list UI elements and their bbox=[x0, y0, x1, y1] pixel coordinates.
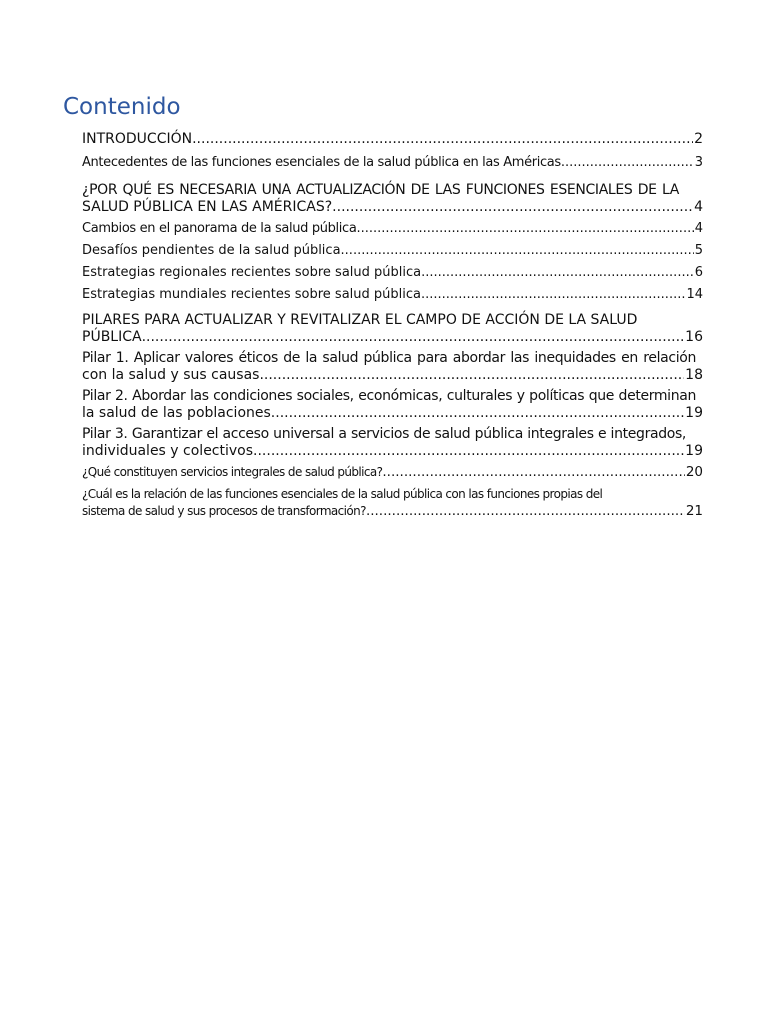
toc-page-number: 21 bbox=[685, 503, 703, 519]
toc-entry-label: Cambios en el panorama de la salud pública bbox=[82, 221, 357, 236]
toc-entry-desafios[interactable] bbox=[82, 242, 703, 259]
leader-dots bbox=[382, 464, 684, 481]
toc-page-number: 19 bbox=[685, 405, 703, 421]
toc-page-number: 16 bbox=[685, 329, 703, 345]
toc-page-number: 14 bbox=[686, 287, 703, 302]
toc-page-number: 18 bbox=[685, 367, 703, 383]
toc-entry-label-line2: la salud de las poblaciones bbox=[82, 405, 271, 421]
toc-title: Contenido bbox=[63, 94, 181, 120]
toc-page-number: 19 bbox=[685, 443, 703, 459]
toc-entry-label: Estrategias mundiales recientes sobre salud pública bbox=[82, 287, 421, 302]
leader-dots bbox=[366, 503, 685, 520]
toc-entry-label-line2: con la salud y sus causas bbox=[82, 367, 260, 383]
toc-entry-label-line2-row bbox=[82, 443, 703, 460]
toc-entry-label: Estrategias regionales recientes sobre salud pública bbox=[82, 265, 422, 280]
toc-entry-label-line2-row bbox=[82, 503, 703, 520]
leader-dots bbox=[356, 220, 693, 237]
leader-dots bbox=[192, 131, 693, 148]
toc-entry-label-line2-row bbox=[82, 367, 703, 384]
leader-dots bbox=[271, 405, 684, 422]
toc-entry-estrategias-regionales[interactable] bbox=[82, 264, 703, 281]
toc-entry-label: ¿Qué constituyen servicios integrales de salud pública? bbox=[82, 465, 383, 479]
leader-dots bbox=[332, 199, 693, 216]
toc-entry-cambios[interactable] bbox=[82, 220, 703, 237]
toc-entry-label-line1: PILARES PARA ACTUALIZAR Y REVITALIZAR EL CAMPO DE ACCIÓN DE LA SALUD bbox=[82, 312, 638, 328]
toc-entry-label-line2: PÚBLICA bbox=[82, 329, 142, 345]
toc-entry-label-line2: sistema de salud y sus procesos de transformación? bbox=[82, 504, 366, 518]
toc-entry-label-line1: ¿Cuál es la relación de las funciones esenciales de la salud pública con las funciones propias del bbox=[82, 487, 603, 501]
toc-entry-introduccion[interactable] bbox=[82, 131, 703, 148]
toc-entry-label-line2: individuales y colectivos bbox=[82, 443, 254, 459]
toc-page-number: 2 bbox=[694, 131, 703, 147]
toc-page-number: 6 bbox=[694, 265, 703, 280]
leader-dots bbox=[253, 443, 684, 460]
toc-entry-label-line2-row bbox=[82, 199, 703, 216]
toc-page-number: 5 bbox=[694, 243, 703, 258]
toc-entry-que-constituyen[interactable] bbox=[82, 464, 703, 481]
leader-dots bbox=[421, 264, 694, 281]
toc-entry-label-line2-row bbox=[82, 405, 703, 422]
toc-entry-label: Desafíos pendientes de la salud pública bbox=[82, 243, 341, 258]
toc-page-number: 4 bbox=[694, 221, 703, 236]
toc-entry-antecedentes[interactable] bbox=[82, 154, 703, 171]
leader-dots bbox=[561, 154, 694, 171]
leader-dots bbox=[341, 242, 694, 259]
toc-entry-por-que[interactable] bbox=[82, 182, 703, 216]
toc-entry-label: INTRODUCCIÓN bbox=[82, 131, 193, 147]
toc-entry-label-line1: Pilar 2. Abordar las condiciones sociales, económicas, culturales y políticas que determinan bbox=[82, 388, 696, 404]
toc-entry-label-line1: ¿POR QUÉ ES NECESARIA UNA ACTUALIZACIÓN DE LAS FUNCIONES ESENCIALES DE LA bbox=[82, 182, 679, 198]
toc-entry-label-line1: Pilar 1. Aplicar valores éticos de la salud pública para abordar las inequidades en relación bbox=[82, 350, 696, 366]
toc-entry-estrategias-mundiales[interactable] bbox=[82, 286, 703, 303]
toc-entry-cual-es[interactable] bbox=[82, 486, 703, 520]
toc-entry-pilares[interactable] bbox=[82, 312, 703, 346]
toc-entry-pilar-2[interactable] bbox=[82, 388, 703, 422]
toc-entry-label-line1: Pilar 3. Garantizar el acceso universal a servicios de salud pública integrales e integrados, bbox=[82, 426, 686, 442]
toc-page-number: 4 bbox=[694, 199, 703, 215]
toc-entry-label-line2: SALUD PÚBLICA EN LAS AMÉRICAS? bbox=[82, 199, 333, 215]
leader-dots bbox=[421, 286, 685, 303]
leader-dots bbox=[259, 367, 684, 384]
toc-entry-label-line2-row bbox=[82, 329, 703, 346]
toc-page-number: 3 bbox=[694, 155, 703, 170]
leader-dots bbox=[142, 329, 685, 346]
toc-entry-pilar-3[interactable] bbox=[82, 426, 703, 460]
toc-page-number: 20 bbox=[685, 464, 703, 480]
toc-entry-pilar-1[interactable] bbox=[82, 350, 703, 384]
toc-entry-label: Antecedentes de las funciones esenciales de la salud pública en las Américas bbox=[82, 155, 561, 170]
